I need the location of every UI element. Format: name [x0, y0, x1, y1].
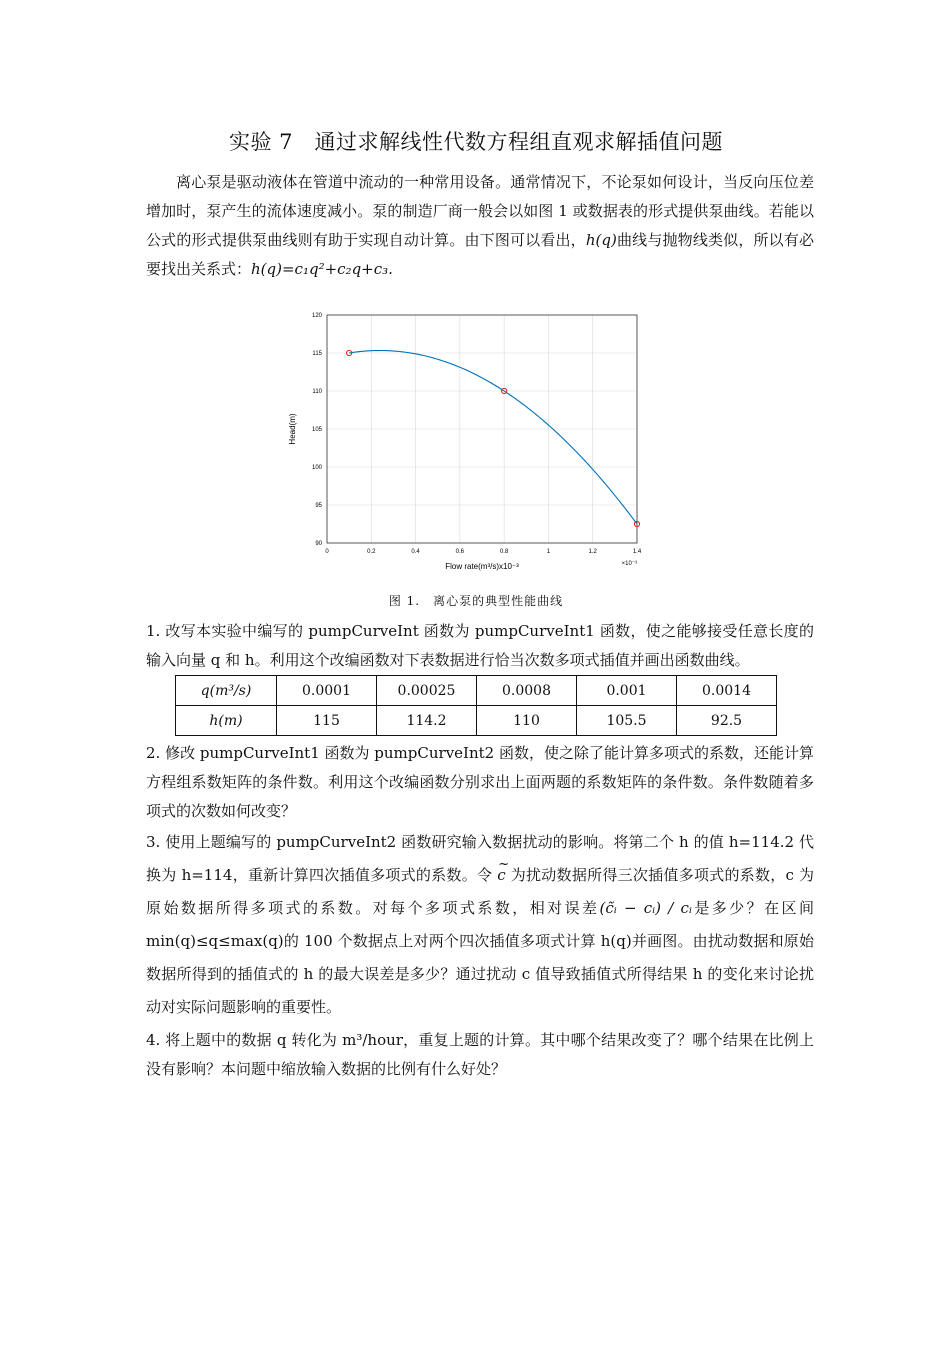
table-cell: 0.001 — [577, 676, 677, 706]
y-tick-label: 100 — [311, 465, 322, 471]
intro-hq: h(q) — [585, 231, 617, 249]
q3-part2: 为扰动数据所得三次插值多项式的系数，c 为原始数据所得多项式的系数。对每个多项式系数，相对误差 — [146, 866, 814, 917]
table-header-h: h(m) — [176, 706, 277, 736]
x-tick-label: 0 — [325, 549, 329, 555]
table-cell: 115 — [277, 706, 377, 736]
intro-text: 离心泵是驱动液体在管道中流动的一种常用设备。通常情况下，不论泵如何设计，当反向压位差增加时，泵产生的流体速度减小。泵的制造厂商一般会以如图 1 或数据表的形式提供泵曲线。若能以公式的形式提供泵曲线则有助于实现自动计算。由下图可以看出， — [146, 173, 814, 249]
table-cell: 114.2 — [377, 706, 477, 736]
y-tick-label: 105 — [311, 427, 322, 433]
data-table — [175, 675, 777, 736]
y-tick-label: 95 — [315, 503, 322, 509]
intro-formula: h(q)=c₁q²+c₂q+c₃. — [251, 260, 393, 278]
page-title: 实验 7 通过求解线性代数方程组直观求解插值问题 — [228, 130, 724, 154]
chart-grid — [327, 315, 637, 543]
intro-paragraph — [146, 168, 814, 284]
x-tick-label: 1.2 — [588, 549, 597, 555]
x-tick-label: 0.6 — [455, 549, 465, 555]
x-tick-label: 0.8 — [499, 549, 509, 555]
q3-part1: 3. 使用上题编写的 pumpCurveInt2 函数研究输入数据扰动的影响。将第二个 h 的值 h=114.2 代换为 h=114，重新计算四次插值多项式的系数。令 — [146, 833, 814, 884]
table-row — [176, 706, 777, 736]
x-tick-label: 0.2 — [367, 549, 376, 555]
table-header-q: q(m³/s) — [176, 676, 277, 706]
y-tick-label: 110 — [312, 389, 322, 395]
pump-curve-chart — [280, 305, 660, 580]
x-tick-label: 1 — [546, 549, 551, 555]
c-tilde-symbol: ~ c — [497, 859, 505, 892]
x-tick-label: 0.4 — [411, 549, 420, 555]
table-cell: 105.5 — [577, 706, 677, 736]
y-axis-label: Head(m) — [288, 413, 297, 445]
x-axis-label: Flow rate(m³/s)x10⁻³ — [445, 562, 519, 571]
y-tick-labels — [312, 313, 323, 547]
figure-caption: 图 1. 离心泵的典型性能曲线 — [388, 594, 564, 608]
table-cell: 92.5 — [677, 706, 777, 736]
question-2: 2. 修改 pumpCurveInt1 函数为 pumpCurveInt2 函数，使之除了能计算多项式的系数，还能计算方程组系数矩阵的条件数。利用这个改编函数分别求出上面两题的系数矩阵的条件数。条件数随着多项式的次数如何改变？ — [146, 744, 814, 820]
question-1: 1. 改写本实验中编写的 pumpCurveInt 函数为 pumpCurveInt1 函数，使之能够接受任意长度的输入向量 q 和 h。利用这个改编函数对下表数据进行恰当次数多项式插值并画出函数曲线。 — [146, 622, 814, 669]
question-4: 4. 将上题中的数据 q 转化为 m³/hour，重复上题的计算。其中哪个结果改变了？哪个结果在比例上没有影响？本问题中缩放输入数据的比例有什么好处？ — [146, 1031, 814, 1078]
table-cell: 0.0001 — [277, 676, 377, 706]
x-tick-label: 1.4 — [632, 549, 642, 555]
table-row — [176, 676, 777, 706]
data-markers — [347, 350, 640, 526]
fit-curve — [349, 351, 637, 524]
y-tick-label: 120 — [311, 313, 322, 319]
intro-text2: 曲线与抛物线类似，所以有必要找出关系式： — [146, 231, 814, 278]
table-cell: 110 — [477, 706, 577, 736]
x-tick-labels — [325, 549, 642, 555]
q3-part3: 是多少？在区间 min(q)≤q≤max(q)的 100 个数据点上对两个四次插值多项式计算 h(q)并画图。由扰动数据和原始数据所得到的插值式的 h 的最大误差是多少？通过扰动 c 值导致插值式所得结果 h 的变化来讨论扰动对实际问题影响的重要性。 — [146, 899, 814, 1016]
table-cell: 0.0008 — [477, 676, 577, 706]
table-cell: 0.00025 — [377, 676, 477, 706]
y-tick-label: 90 — [315, 541, 322, 547]
relative-error-formula: (c̃ᵢ − cᵢ) / cᵢ — [599, 899, 692, 917]
table-cell: 0.0014 — [677, 676, 777, 706]
x-multiplier-label: ×10⁻³ — [621, 561, 637, 567]
question-3 — [146, 826, 814, 1024]
y-tick-label: 115 — [312, 351, 322, 357]
